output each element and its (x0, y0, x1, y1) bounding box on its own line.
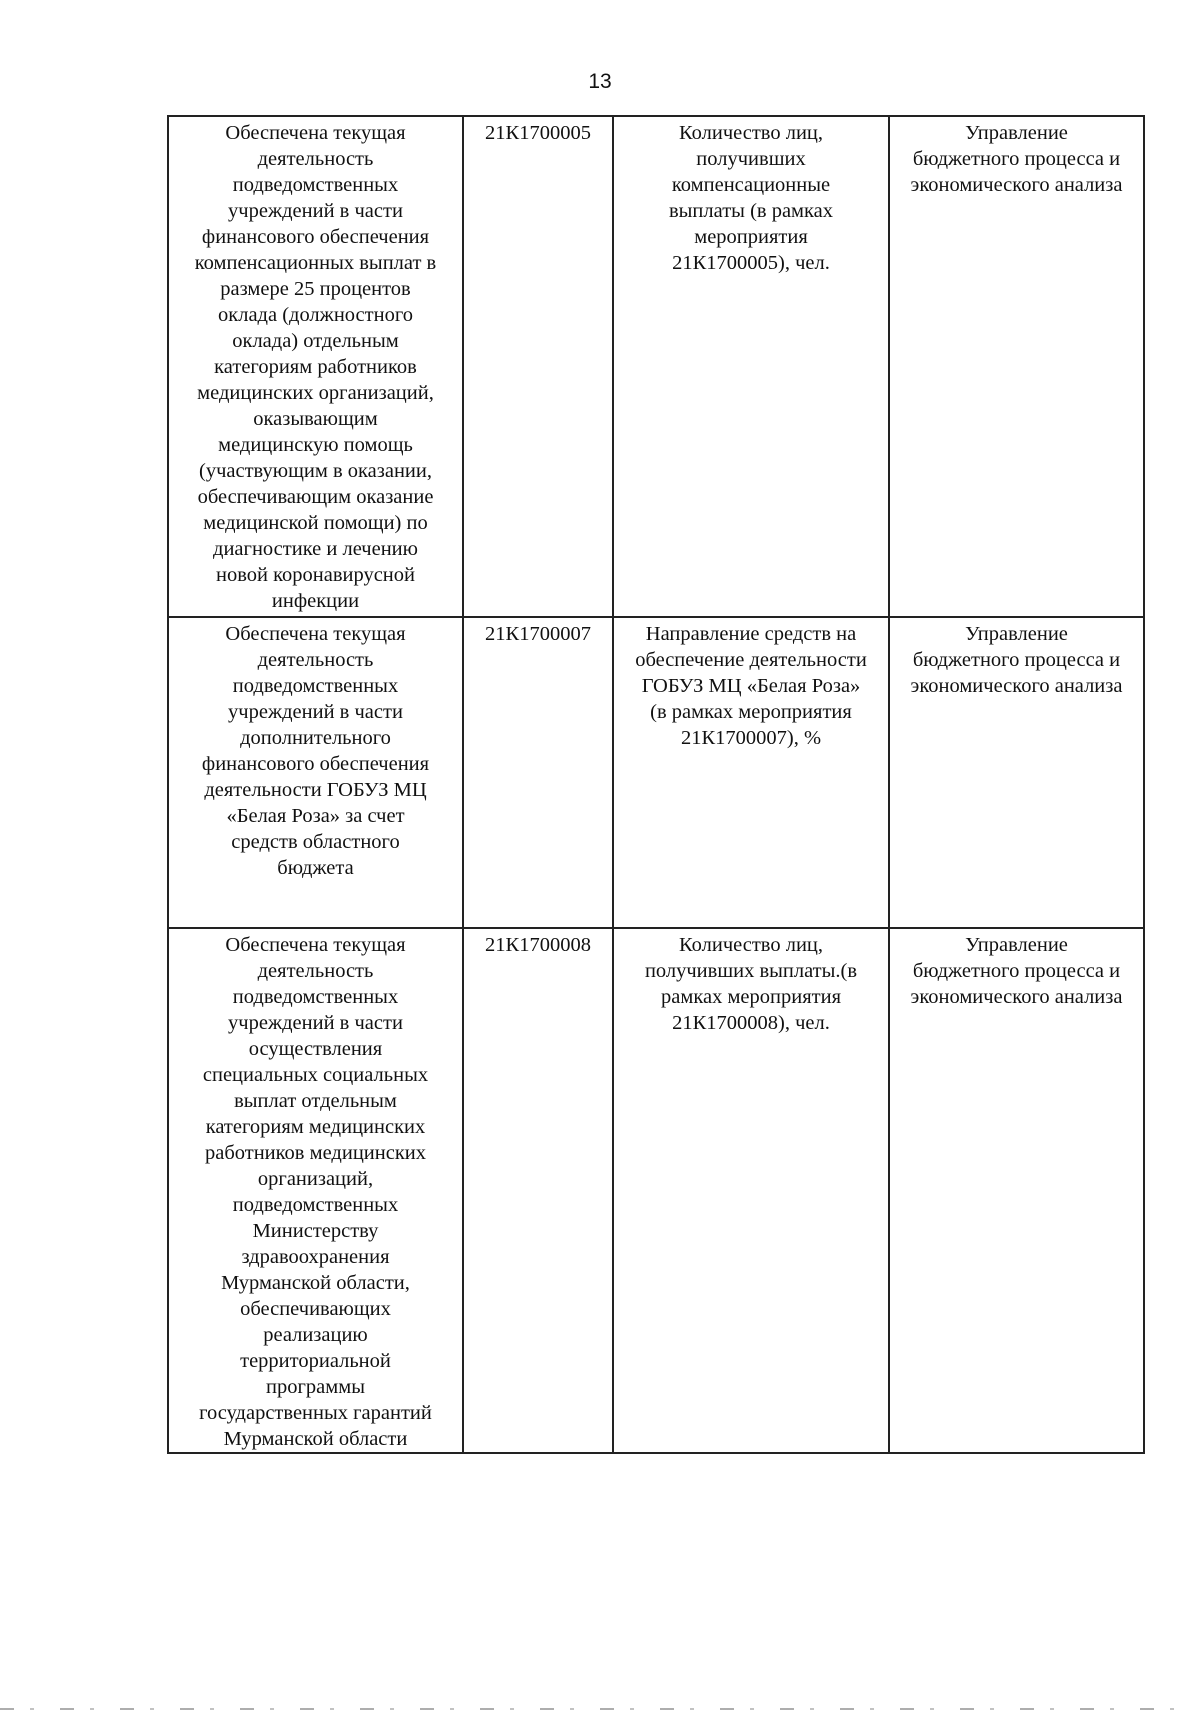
indicator-cell (613, 928, 889, 1453)
responsible-cell (889, 928, 1144, 1453)
table-row (168, 617, 1144, 928)
code-text: 21К1700008 (485, 934, 591, 956)
code-cell (463, 928, 613, 1453)
scan-artifact-line (0, 1708, 1200, 1710)
result-text: Обеспечена текущая деятельность подведомственных учреждений в части финансового обеспечения компенсационных выплат в размере 25 процентов оклада (должностного оклада) отдельным категориям работников медицинских организаций, оказывающим медицинскую помощь (участвующим в оказании, обеспечивающим оказание медицинской помощи) по диагностике и лечению новой коронавирусной инфекции (194, 122, 437, 612)
table-row (168, 116, 1144, 617)
responsible-cell (889, 617, 1144, 928)
result-cell (168, 116, 463, 617)
result-text: Обеспечена текущая деятельность подведомственных учреждений в части дополнительного финансового обеспечения деятельности ГОБУЗ МЦ «Белая Роза» за счет средств областного бюджета (201, 623, 430, 879)
page-number: 13 (588, 70, 612, 93)
result-cell (168, 928, 463, 1453)
responsible-text: Управление бюджетного процесса и экономического анализа (910, 934, 1123, 1008)
responsible-text: Управление бюджетного процесса и экономического анализа (910, 623, 1123, 697)
results-table (167, 115, 1145, 1454)
indicator-text: Направление средств на обеспечение деятельности ГОБУЗ МЦ «Белая Роза» (в рамках мероприятия 21К1700007), % (635, 623, 867, 749)
code-text: 21К1700007 (485, 623, 591, 645)
responsible-text: Управление бюджетного процесса и экономического анализа (910, 122, 1123, 196)
code-text: 21К1700005 (485, 122, 591, 144)
code-cell (463, 617, 613, 928)
indicator-text: Количество лиц, получивших выплаты.(в рамках мероприятия 21К1700008), чел. (644, 934, 858, 1034)
responsible-cell (889, 116, 1144, 617)
indicator-cell (613, 617, 889, 928)
code-cell (463, 116, 613, 617)
indicator-text: Количество лиц, получивших компенсационные выплаты (в рамках мероприятия 21К1700005), чел. (668, 122, 834, 274)
indicator-cell (613, 116, 889, 617)
table-row (168, 928, 1144, 1453)
result-cell (168, 617, 463, 928)
result-text: Обеспечена текущая деятельность подведомственных учреждений в части осуществления специальных социальных выплат отдельным категориям медицинских работников медицинских организаций, подведомственных Министерству здравоохранения Мурманской области, обеспечивающих реализацию территориальной программы государственных гарантий Мурманской области (199, 934, 432, 1450)
